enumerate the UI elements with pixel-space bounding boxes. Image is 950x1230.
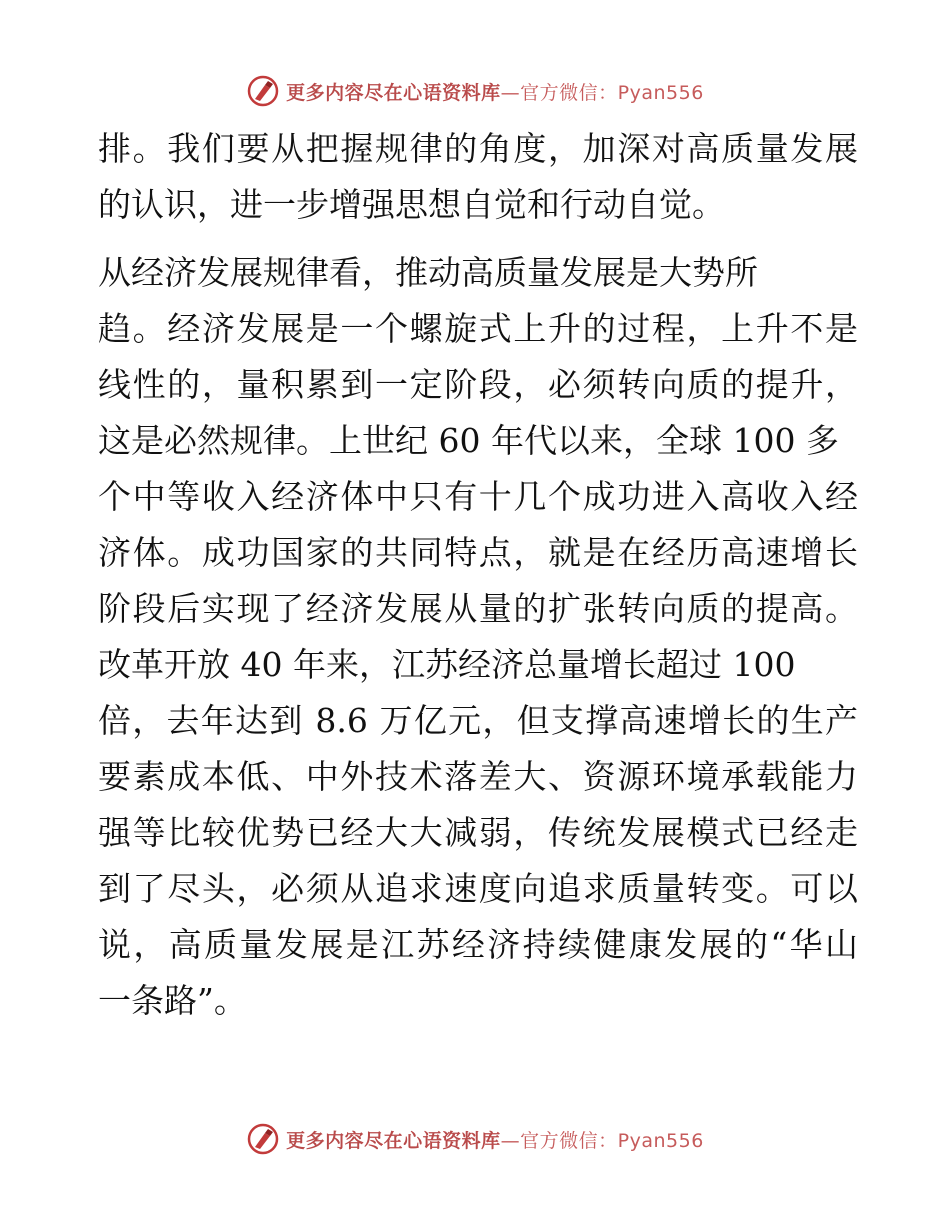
text-line: 个中等收入经济体中只有十几个成功进入高收入经 [98, 477, 858, 516]
text-line: 到了尽头，必须从追求速度向追求质量转变。可以 [98, 869, 858, 908]
pen-nib-logo-icon [246, 74, 280, 108]
header-banner [0, 74, 950, 108]
text-line: 改革开放 40 年来，江苏经济总量增长超过 100 [98, 645, 796, 684]
text-line: 这是必然规律。上世纪 60 年代以来，全球 100 多 [98, 421, 839, 460]
text-line: 倍，去年达到 8.6 万亿元，但支撑高速增长的生产 [98, 701, 858, 740]
text-line: 排。我们要从把握规律的角度，加深对高质量发展 [98, 129, 858, 168]
text-line: 说，高质量发展是江苏经济持续健康发展的“华山 [98, 925, 858, 964]
document-body [98, 126, 858, 1034]
paragraph-1 [98, 126, 858, 228]
banner-text: 更多内容尽在心语资料库—官方微信：Pyan556 [286, 81, 704, 104]
paragraph-2 [98, 250, 858, 1024]
text-line: 的认识，进一步增强思想自觉和行动自觉。 [98, 185, 725, 224]
text-line: 济体。成功国家的共同特点，就是在经历高速增长 [98, 533, 858, 572]
text-line: 线性的，量积累到一定阶段，必须转向质的提升， [98, 365, 858, 404]
text-line: 一条路”。 [98, 981, 247, 1020]
text-line: 趋。经济发展是一个螺旋式上升的过程，上升不是 [98, 309, 858, 348]
pen-nib-logo-icon [246, 1122, 280, 1156]
banner-text: 更多内容尽在心语资料库—官方微信：Pyan556 [286, 1129, 704, 1152]
footer-banner [0, 1122, 950, 1156]
text-line: 从经济发展规律看，推动高质量发展是大势所 [98, 253, 758, 292]
text-line: 强等比较优势已经大大减弱，传统发展模式已经走 [98, 813, 858, 852]
text-line: 要素成本低、中外技术落差大、资源环境承载能力 [98, 757, 858, 796]
text-line: 阶段后实现了经济发展从量的扩张转向质的提高。 [98, 589, 858, 628]
